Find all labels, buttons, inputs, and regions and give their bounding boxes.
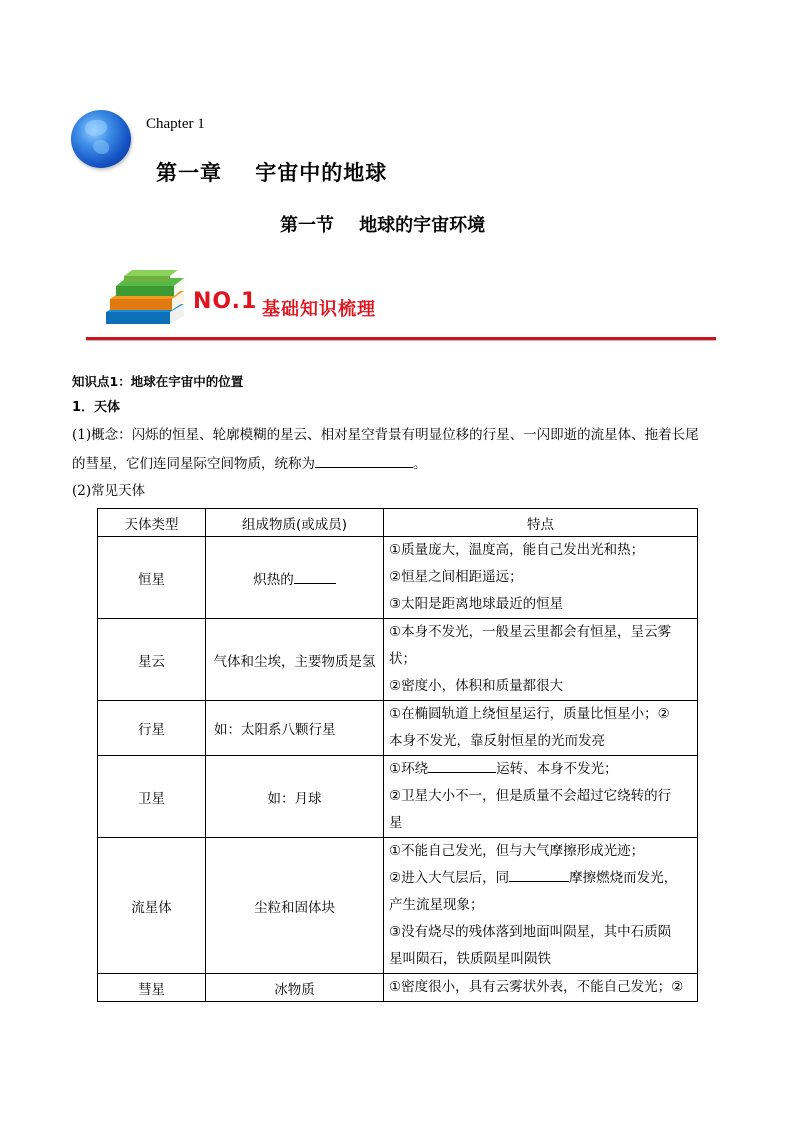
banner-number: NO.1 [193,289,258,314]
chapter-title: 第一章 宇宙中的地球 [156,160,388,185]
table-header-row [98,509,698,537]
banner-title: 基础知识梳理 [262,299,376,320]
banner-divider [86,337,716,340]
feature-line [389,865,692,892]
feature-line: ①密度很小，具有云雾状外表，不能自己发光；② [389,979,684,995]
feature-line: ①质量庞大，温度高，能自己发出光和热； [389,542,645,558]
feature-line: ②恒星之间相距遥远； [389,569,523,585]
header-features: 特点 [384,509,698,537]
body-type: 卫星 [98,756,206,838]
chapter-label: Chapter 1 [146,116,205,132]
body-features [384,756,698,838]
feature-line: 星叫陨石，铁质陨星叫陨铁 [389,951,551,967]
header-type: 天体类型 [98,509,206,537]
answer-blank [428,758,496,773]
body-features [384,537,698,619]
body-type: 行星 [98,701,206,756]
body-composition: 冰物质 [206,974,384,1002]
body-type: 星云 [98,619,206,701]
body-type: 流星体 [98,838,206,974]
body-type: 恒星 [98,537,206,619]
answer-blank [294,569,336,584]
table-row [98,619,698,701]
feature-line: 状； [389,651,416,667]
answer-blank [509,867,569,882]
section-title: 第一节 地球的宇宙环境 [280,215,486,236]
body-features [384,838,698,974]
feature-line: ①不能自己发光，但与大气摩擦形成光迹； [389,843,645,859]
feature-text: 摩擦燃烧而发光， [569,870,678,886]
body-features [384,619,698,701]
feature-line: 星 [389,815,403,831]
answer-blank [315,453,413,468]
concept-text: 的彗星，它们连同星际空间物质，统称为 [72,456,315,472]
concept-line-2 [72,453,427,474]
feature-line: ①本身不发光，一般星云里都会有恒星，呈云雾 [389,624,672,640]
table-row [98,756,698,838]
feature-line: ②卫星大小不一，但是质量不会超过它绕转的行 [389,788,672,804]
body-composition: 气体和尘埃，主要物质是氢 [206,619,384,701]
section-heading: 1．天体 [72,400,121,415]
table-row [98,701,698,756]
table-row [98,537,698,619]
feature-line: 本身不发光，靠反射恒星的光而发亮 [389,733,605,749]
feature-text: 运转、本身不发光； [496,761,618,777]
body-composition: 如：太阳系八颗行星 [206,701,384,756]
body-composition: 尘粒和固体块 [206,838,384,974]
books-icon [104,268,188,326]
feature-line [389,756,692,783]
feature-line: ③没有烧尽的残体落到地面叫陨星，其中石质陨 [389,924,672,940]
composition-text: 炽热的 [253,571,294,588]
table-row [98,838,698,974]
globe-continent [85,120,107,136]
feature-line: ③太阳是距离地球最近的恒星 [389,596,564,612]
body-type: 彗星 [98,974,206,1002]
globe-continent [93,140,109,154]
feature-line: ②密度小，体积和质量都很大 [389,678,564,694]
concept-line-1: (1)概念：闪烁的恒星、轮廓模糊的星云、相对星空背景有明显位移的行星、一闪即逝的流星体、拖着长尾 [72,427,699,443]
table-row [98,974,698,1002]
body-composition: 如：月球 [206,756,384,838]
body-features [384,701,698,756]
feature-line: 产生流星现象； [389,897,484,913]
feature-line: ①在椭圆轨道上绕恒星运行，质量比恒星小；② [389,706,670,722]
knowledge-point-heading: 知识点1：地球在宇宙中的位置 [72,374,244,389]
celestial-bodies-table [97,508,698,1002]
body-features [384,974,698,1002]
concept-end: 。 [413,456,427,472]
header-composition: 组成物质(或成员) [206,509,384,537]
feature-text: ②进入大气层后，同 [389,870,510,886]
feature-text: ①环绕 [389,761,429,777]
body-composition [206,537,384,619]
globe-icon [71,110,131,168]
common-bodies-label: (2)常见天体 [72,483,146,499]
